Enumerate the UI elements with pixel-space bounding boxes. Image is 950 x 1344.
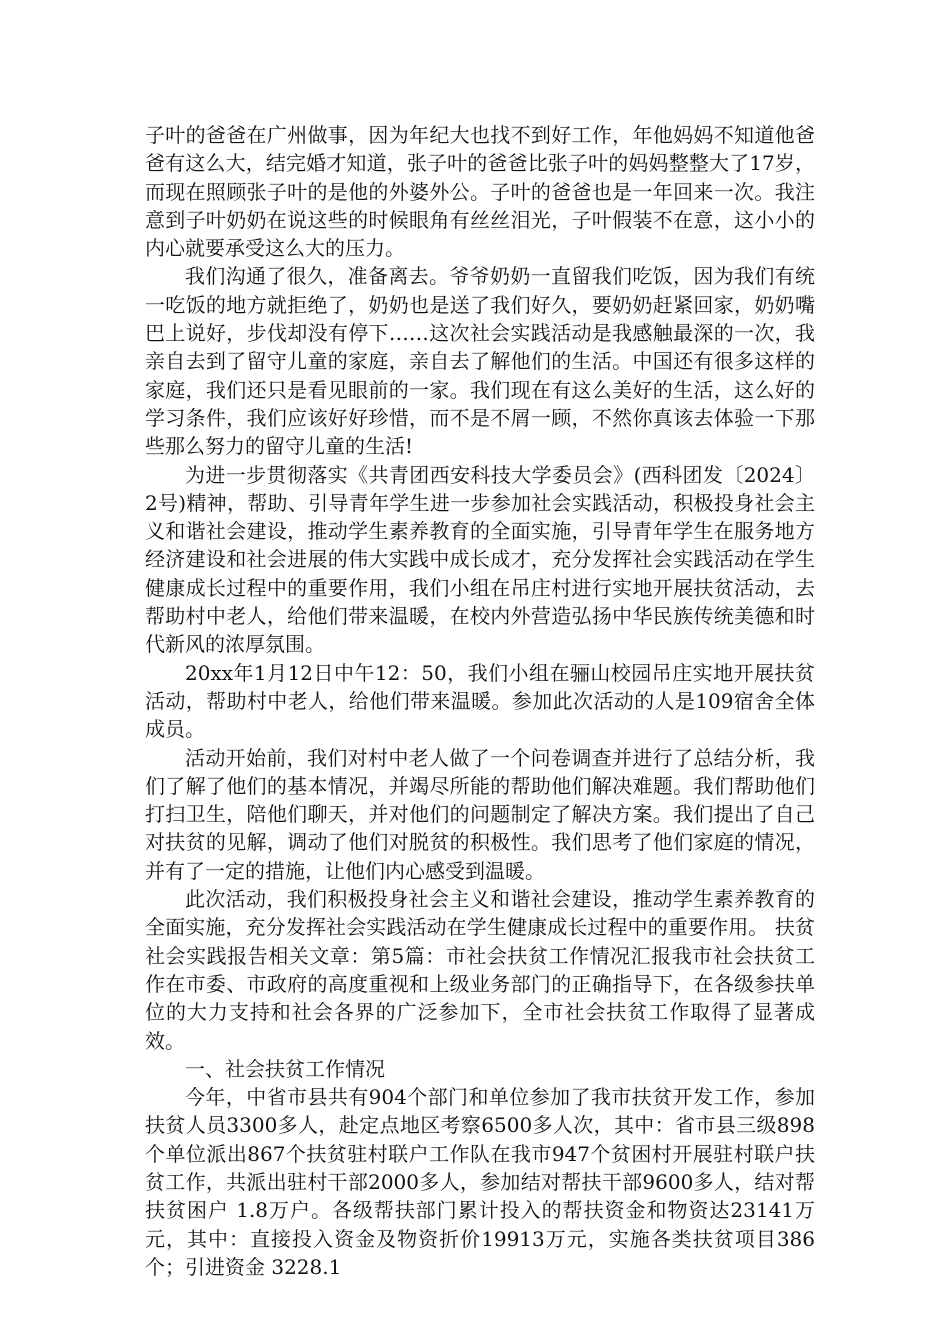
paragraph-continuation: 子叶的爸爸在广州做事，因为年纪大也找不到好工作，年他妈妈不知道他爸爸有这么大，结完婚才知道，张子叶的爸爸比张子叶的妈妈整整大了17岁，而现在照顾张子叶的是他的外婆外公。子叶的爸爸也是一年回来一次。我注意到子叶奶奶在说这些的时候眼角有丝丝泪光，子叶假装不在意，这小小的内心就要承受这么大的压力。 bbox=[145, 123, 815, 261]
paragraph-leaving: 我们沟通了很久，准备离去。爷爷奶奶一直留我们吃饭，因为我们有统一吃饭的地方就拒绝了，奶奶也是送了我们好久，要奶奶赶紧回家，奶奶嘴巴上说好，步伐却没有停下……这次社会实践活动是我感触最深的一次，我亲自去到了留守儿童的家庭，亲自去了解他们的生活。中国还有很多这样的家庭，我们还只是看见眼前的一家。我们现在有这么美好的生活，这么好的学习条件，我们应该好好珍惜，而不是不屑一顾，不然你真该去体验一下那些那么努力的留守儿童的生活! bbox=[145, 264, 815, 459]
paragraph-purpose: 为进一步贯彻落实《共青团西安科技大学委员会》(西科团发〔2024〕2号)精神，帮助、引导青年学生进一步参加社会实践活动，积极投身社会主义和谐社会建设，推动学生素养教育的全面实施，引导青年学生在服务地方经济建设和社会进展的伟大实践中成长成才，充分发挥社会实践活动在学生健康成长过程中的重要作用，我们小组在吊庄村进行实地开展扶贫活动，去帮助村中老人，给他们带来温暖，在校内外营造弘扬中华民族传统美德和时代新风的浓厚氛围。 bbox=[145, 462, 815, 657]
document-page bbox=[145, 121, 815, 1281]
paragraph-activity-time: 20xx年1月12日中午12：50，我们小组在骊山校园吊庄实地开展扶贫活动，帮助村中老人，给他们带来温暖。参加此次活动的人是109宿舍全体成员。 bbox=[145, 660, 815, 742]
paragraph-activity-process: 活动开始前，我们对村中老人做了一个问卷调查并进行了总结分析，我们了解了他们的基本情况，并竭尽所能的帮助他们解决难题。我们帮助他们打扫卫生，陪他们聊天，并对他们的问题制定了解决方案。我们提出了自己对扶贫的见解，调动了他们对脱贫的积极性。我们思考了他们家庭的情况，并有了一定的措施，让他们内心感受到温暖。 bbox=[145, 745, 815, 883]
section-heading: 一、社会扶贫工作情况 bbox=[185, 1056, 385, 1081]
paragraph-summary: 此次活动，我们积极投身社会主义和谐社会建设，推动学生素养教育的全面实施，充分发挥社会实践活动在学生健康成长过程中的重要作用。 扶贫社会实践报告相关文章：第5篇：市社会扶贫工作情况汇报我市社会扶贫工作在市委、市政府的高度重视和上级业务部门的正确指导下，在各级参扶单位的大力支持和社会各界的广泛参加下，全市社会扶贫工作取得了显著成效。 bbox=[145, 887, 815, 1053]
paragraph-statistics: 今年，中省市县共有904个部门和单位参加了我市扶贫开发工作，参加扶贫人员3300多人，赴定点地区考察6500多人次，其中：省市县三级898个单位派出867个扶贫驻村联户工作队在我市947个贫困村开展驻村联户扶贫工作，共派出驻村干部2000多人，参加结对帮扶干部9600多人，结对帮扶贫困户 1.8万户。各级帮扶部门累计投入的帮扶资金和物资达23141万元，其中：直接投入资金及物资折价19913万元，实施各类扶贫项目386个；引进资金 3228.1 bbox=[145, 1085, 815, 1279]
